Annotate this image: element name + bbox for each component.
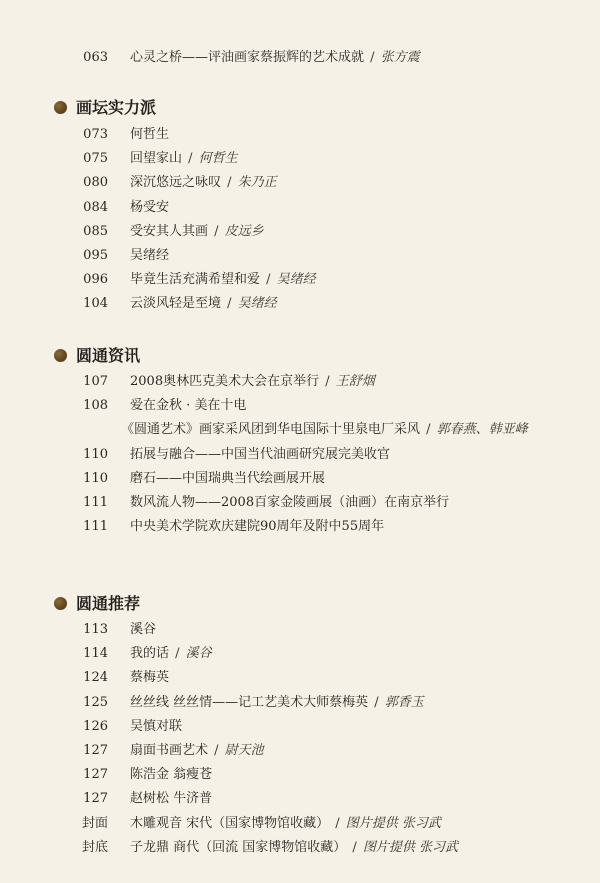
toc-entry: [0, 491, 600, 515]
page-number: 113: [83, 622, 108, 637]
entry-title-text: 中央美术学院欢庆建院90周年及附中55周年: [130, 519, 385, 534]
entry-title: [130, 467, 325, 491]
page-number: 073: [83, 127, 108, 142]
page-number: 104: [83, 296, 108, 311]
separator: /: [331, 816, 344, 831]
toc-entry: [0, 739, 600, 763]
toc-entry: [0, 123, 600, 147]
page-number: 085: [83, 224, 108, 239]
entry-title-text: 毕竟生活充满希望和爱: [130, 272, 261, 287]
separator: /: [210, 743, 223, 758]
entry-author: 图片提供 张习武: [362, 840, 459, 855]
entry-title: [130, 171, 277, 195]
entry-title: [130, 812, 441, 836]
entry-title: [130, 739, 264, 763]
toc-entry: [0, 467, 600, 491]
entry-title-text: 溪谷: [130, 622, 157, 637]
section-heading-text: 画坛实力派: [76, 98, 157, 117]
entry-title-text: 拓展与融合——中国当代油画研究展完美收官: [130, 447, 391, 462]
separator: /: [366, 50, 379, 65]
entry-title: [130, 292, 277, 316]
entry-title: [130, 642, 212, 666]
entry-author: 尉天池: [224, 743, 264, 758]
page-number: 110: [83, 471, 108, 486]
entry-author: 何哲生: [198, 151, 238, 166]
entry-title-text: 杨受安: [130, 200, 170, 215]
entry-author: 郭香玉: [384, 695, 424, 710]
entry-title-text: 子龙鼎 商代（回流 国家博物馆收藏）: [130, 840, 347, 855]
entry-title-text: 陈浩金 翁瘦苍: [130, 767, 213, 782]
toc-entry: [0, 515, 600, 539]
toc-entry: [0, 370, 600, 394]
bullet-icon: [54, 349, 67, 362]
bullet-icon: [54, 101, 67, 114]
page-number: 111: [83, 519, 108, 534]
entry-author: 郭春燕、韩亚峰: [436, 422, 528, 437]
separator: /: [210, 224, 223, 239]
toc-entry: [0, 268, 600, 292]
toc-entry: [0, 836, 600, 860]
separator: /: [321, 374, 334, 389]
entry-title: [130, 618, 156, 642]
entry-title: [130, 715, 182, 739]
entry-title: [130, 515, 384, 539]
entry-title: [130, 836, 458, 860]
entry-title: [130, 370, 375, 394]
separator: /: [262, 272, 275, 287]
separator: /: [223, 296, 236, 311]
entry-author: 图片提供 张习武: [345, 816, 441, 831]
entry-title: [130, 787, 212, 811]
page-number: 107: [83, 374, 108, 389]
separator: /: [223, 175, 236, 190]
section-heading: [54, 94, 156, 122]
entry-title-text: 我的话: [130, 646, 170, 661]
page-number: 封底: [81, 840, 108, 855]
section-heading: [54, 342, 140, 370]
entry-author: 溪谷: [185, 646, 212, 661]
section-heading-text: 圆通资讯: [76, 346, 141, 365]
entry-title: [130, 244, 169, 268]
page-number: 125: [83, 695, 108, 710]
entry-title: [130, 691, 424, 715]
entry-title: [130, 268, 316, 292]
entry-author: 吴绪经: [237, 296, 277, 311]
entry-title-text: 丝丝线 丝丝情——记工艺美术大师蔡梅英: [130, 695, 369, 710]
page-number: 114: [83, 646, 108, 661]
toc-entry: [0, 618, 600, 642]
entry-title-text: 吴慎对联: [130, 719, 183, 734]
entry-author: 皮远乡: [224, 224, 264, 239]
separator: /: [171, 646, 184, 661]
page-number: 110: [83, 447, 108, 462]
entry-title: [121, 418, 528, 442]
separator: /: [184, 151, 197, 166]
entry-title-text: 深沉悠远之咏叹: [130, 175, 222, 190]
entry-title-text: 云淡风轻是至境: [130, 296, 222, 311]
separator: /: [348, 840, 361, 855]
toc-entry: [0, 715, 600, 739]
entry-title: [130, 147, 238, 171]
entry-title-text: 回望家山: [130, 151, 183, 166]
toc-entry: [0, 691, 600, 715]
entry-title-text: 蔡梅英: [130, 670, 170, 685]
entry-title: [130, 46, 420, 70]
page-number: 075: [83, 151, 108, 166]
page-number: 124: [83, 670, 108, 685]
page-number: 127: [83, 767, 108, 782]
entry-author: 王舒烟: [335, 374, 375, 389]
page-number: 095: [83, 248, 108, 263]
toc-entry: [0, 46, 600, 70]
entry-title: [130, 123, 169, 147]
page-number: 127: [83, 743, 108, 758]
entry-title: [130, 491, 449, 515]
entry-title-text: 吴绪经: [130, 248, 170, 263]
page-number: 111: [83, 495, 108, 510]
toc-entry: [0, 763, 600, 787]
separator: /: [422, 422, 435, 437]
toc-entry: [0, 292, 600, 316]
bullet-icon: [54, 597, 67, 610]
toc-entry: [0, 244, 600, 268]
toc-entry: [0, 642, 600, 666]
page-number: 127: [83, 791, 108, 806]
page-number: 封面: [81, 816, 108, 831]
entry-title-text: 《圆通艺术》画家采风团到华电国际十里泉电厂采风: [121, 422, 421, 437]
entry-title-text: 扇面书画艺术: [130, 743, 209, 758]
entry-title-text: 赵树松 牛济普: [130, 791, 213, 806]
separator: /: [370, 695, 383, 710]
toc-entry: [0, 394, 600, 418]
entry-title-text: 何哲生: [130, 127, 170, 142]
entry-title: [130, 220, 264, 244]
page-number: 080: [83, 175, 108, 190]
entry-title: [130, 443, 390, 467]
toc-entry: [0, 220, 600, 244]
toc-entry: [0, 171, 600, 195]
section-heading-text: 圆通推荐: [76, 594, 141, 613]
toc-entry: [0, 196, 600, 220]
page-number: 108: [83, 398, 108, 413]
entry-title: [130, 666, 169, 690]
toc-entry: [0, 787, 600, 811]
toc-entry: [0, 666, 600, 690]
entry-title-text: 数风流人物——2008百家金陵画展（油画）在南京举行: [130, 495, 450, 510]
entry-title-text: 心灵之桥——评油画家蔡振辉的艺术成就: [130, 50, 365, 65]
entry-title: [130, 763, 212, 787]
section-heading: [54, 590, 140, 618]
toc-entry: [0, 812, 600, 836]
entry-author: 张方震: [380, 50, 420, 65]
toc-entry: [0, 443, 600, 467]
entry-title: [130, 196, 169, 220]
toc-entry: [0, 418, 600, 442]
entry-title-text: 磨石——中国瑞典当代绘画展开展: [130, 471, 326, 486]
entry-title-text: 2008奥林匹克美术大会在京举行: [130, 374, 320, 389]
entry-author: 朱乃正: [237, 175, 277, 190]
entry-title-text: 受安其人其画: [130, 224, 209, 239]
page-number: 084: [83, 200, 108, 215]
page-number: 063: [83, 50, 108, 65]
entry-title-text: 木雕观音 宋代（国家博物馆收藏）: [130, 816, 330, 831]
page-number: 096: [83, 272, 108, 287]
entry-author: 吴绪经: [276, 272, 316, 287]
toc-entry: [0, 147, 600, 171]
page-number: 126: [83, 719, 108, 734]
entry-title: [130, 394, 246, 418]
entry-title-text: 爱在金秋 · 美在十电: [130, 398, 247, 413]
